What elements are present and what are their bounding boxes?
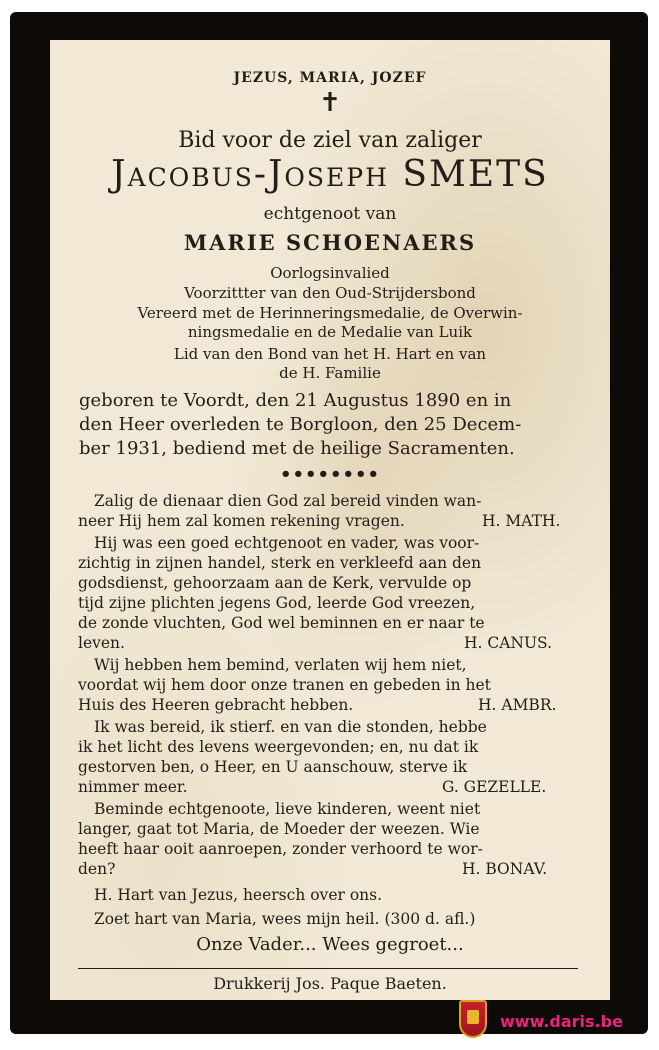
quote-source: H. AMBR. (478, 696, 557, 714)
title-line: Vereerd met de Herinneringsmedalie, de Overwin- (137, 304, 523, 322)
memorial-card (50, 40, 610, 1000)
quote-line: Wij hebben hem bemind, verlaten wij hem niet, (94, 656, 467, 674)
quote-line: zichtig in zijnen handel, sterk en verkleefd aan den (78, 554, 482, 572)
quote-line: gestorven ben, o Heer, en U aanschouw, sterve ik (78, 758, 468, 776)
quote-line: neer Hij hem zal komen rekening vragen. (78, 512, 405, 530)
title-line: Voorzittter van den Oud-Strijdersbond (184, 284, 476, 302)
card-header: JEZUS, MARIA, JOZEF (233, 70, 427, 86)
quote-line: Huis des Heeren gebracht hebben. (78, 696, 354, 714)
title-line: Oorlogsinvalied (270, 264, 390, 282)
title-line: ningsmedalie en de Medalie van Luik (187, 323, 473, 341)
spouse-intro: echtgenoot van (263, 204, 397, 224)
quote-source: H. CANUS. (464, 634, 553, 652)
quote-source: H. BONAV. (462, 860, 548, 878)
quote-line: den? (78, 860, 116, 878)
prayer-intro: Bid voor de ziel van zaliger (178, 128, 482, 153)
quote-source: G. GEZELLE. (442, 778, 547, 796)
quote-line: langer, gaat tot Maria, de Moeder der weezen. Wie (78, 820, 480, 838)
quote-line: heeft haar ooit aanroepen, zonder verhoord te wor- (78, 840, 483, 858)
quote-line: Ik was bereid, ik stierf. en van die stonden, hebbe (94, 718, 487, 736)
spouse-name: MARIE SCHOENAERS (183, 230, 477, 255)
quote-line: de zonde vluchten, God wel beminnen en er naar te (78, 614, 485, 632)
quote-line: Beminde echtgenoote, lieve kinderen, weent niet (94, 800, 481, 818)
title-line: de H. Familie (279, 364, 381, 382)
biography-line: ber 1931, bediend met de heilige Sacramenten. (79, 438, 515, 459)
deceased-name: Jacobus-Joseph SMETS (111, 154, 549, 195)
printer-credit: Drukkerij Jos. Paque Baeten. (213, 974, 447, 993)
separator-dots: •••••••• (279, 464, 381, 485)
invocation-line: H. Hart van Jezus, heersch over ons. (94, 886, 383, 904)
quote-line: ik het licht des levens weergevonden; en, nu dat ik (78, 738, 479, 756)
quote-line: godsdienst, gehoorzaam aan de Kerk, vervulde op (78, 574, 472, 592)
biography-line: geboren te Voordt, den 21 Augustus 1890 en in (79, 390, 512, 411)
cross-icon: ✝ (319, 88, 341, 118)
invocation-line: Zoet hart van Maria, wees mijn heil. (300 d. afl.) (94, 910, 476, 928)
quote-line: voordat wij hem door onze tranen en gebeden in het (78, 676, 491, 694)
quote-line: tijd zijne plichten jegens God, leerde God vreezen, (78, 594, 476, 612)
shield-logo-icon (459, 1000, 487, 1038)
quote-line: nimmer meer. (78, 778, 188, 796)
biography-line: den Heer overleden te Borgloon, den 25 Decem- (79, 414, 522, 435)
title-line: Lid van den Bond van het H. Hart en van (173, 345, 487, 363)
quote-line: Hij was een goed echtgenoot en vader, was voor- (94, 534, 480, 552)
closing-prayer: Onze Vader... Wees gegroet... (196, 934, 464, 955)
watermark-link[interactable]: www.daris.be (500, 1012, 623, 1031)
quote-line: leven. (78, 634, 125, 652)
quote-line: Zalig de dienaar dien God zal bereid vinden wan- (94, 492, 482, 510)
divider-rule (78, 968, 578, 969)
quote-source: H. MATH. (482, 512, 561, 530)
